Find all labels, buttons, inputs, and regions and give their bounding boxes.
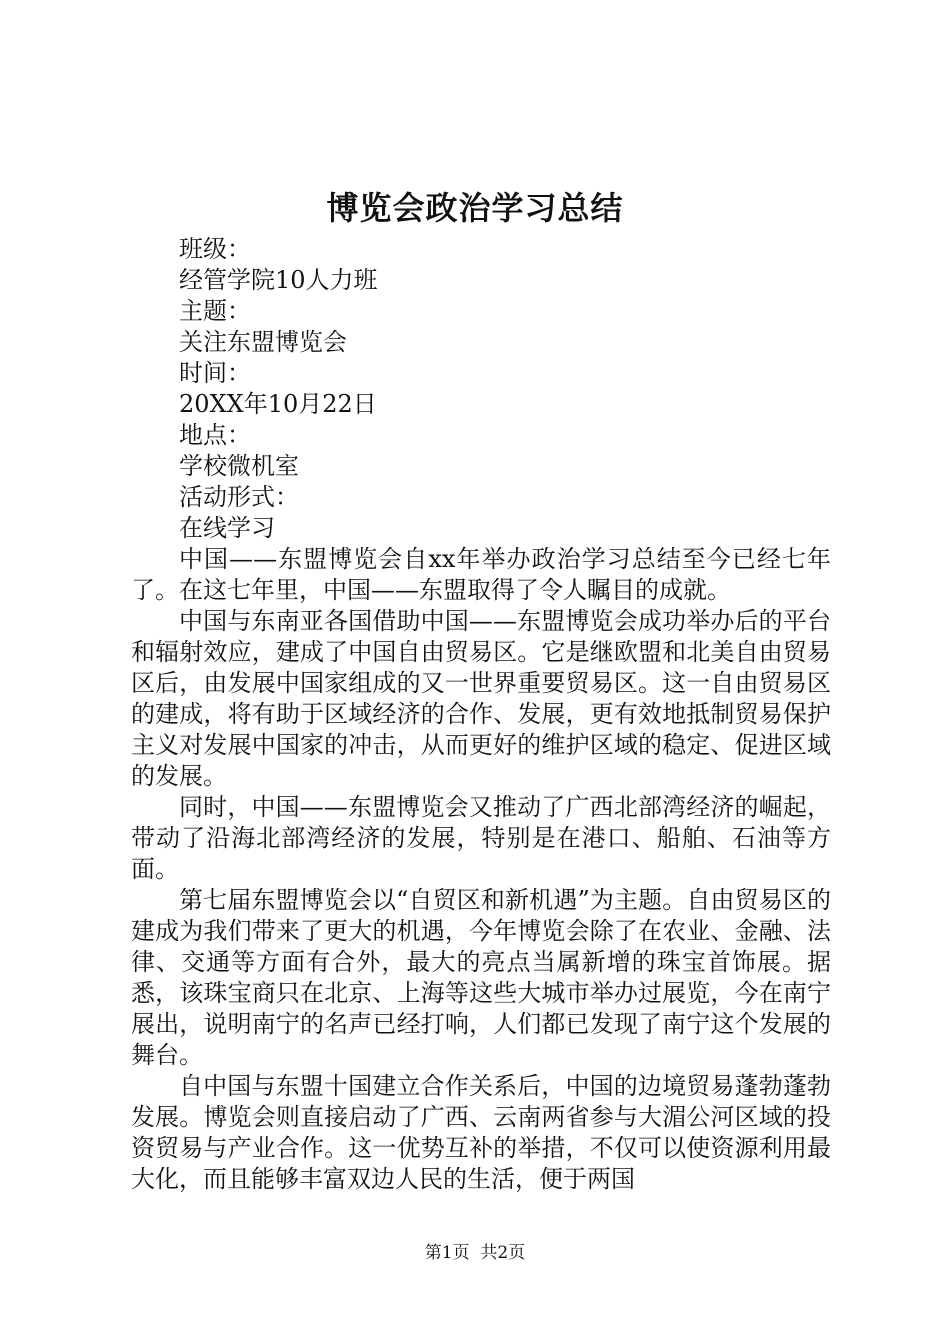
paragraph: 中国——东盟博览会自xx年举办政治学习总结至今已经七年了。在这七年里，中国——东盟取得了令人瞩目的成就。 — [131, 545, 831, 604]
location-value: 学校微机室 — [179, 452, 299, 480]
paragraph: 第七届东盟博览会以“自贸区和新机遇”为主题。自由贸易区的建成为我们带来了更大的机遇，今年博览会除了在农业、金融、法律、交通等方面有合外，最大的亮点当属新增的珠宝首饰展。据悉，该珠宝商只在北京、上海等这些大城市举办过展览，今在南宁展出，说明南宁的名声已经打响，人们都已发现了南宁这个发展的舞台。 — [131, 886, 831, 1069]
class-value: 经管学院10人力班 — [179, 266, 378, 294]
document-body — [131, 234, 831, 1195]
page-footer: 第1页 共2页 — [424, 1243, 526, 1263]
topic-label: 主题： — [179, 297, 251, 325]
paragraph: 中国与东南亚各国借助中国——东盟博览会成功举办后的平台和辐射效应，建成了中国自由贸易区。它是继欧盟和北美自由贸易区后，由发展中国家组成的又一世界重要贸易区。这一自由贸易区的建成，将有助于区域经济的合作、发展，更有效地抵制贸易保护主义对发展中国家的冲击，从而更好的维护区域的稳定、促进区域的发展。 — [131, 607, 831, 790]
topic-value: 关注东盟博览会 — [179, 328, 347, 356]
document-title: 博览会政治学习总结 — [326, 189, 624, 227]
location-label: 地点： — [179, 421, 251, 449]
paragraph: 自中国与东盟十国建立合作关系后，中国的边境贸易蓬勃蓬勃发展。博览会则直接启动了广西、云南两省参与大湄公河区域的投资贸易与产业合作。这一优势互补的举措，不仅可以使资源利用最大化，而且能够丰富双边人民的生活，便于两国 — [131, 1072, 831, 1193]
paragraph: 同时，中国——东盟博览会又推动了广西北部湾经济的崛起，带动了沿海北部湾经济的发展，特别是在港口、船舶、石油等方面。 — [131, 793, 831, 883]
activity-form-value: 在线学习 — [179, 514, 275, 542]
class-label: 班级： — [179, 235, 251, 263]
time-label: 时间： — [179, 359, 251, 387]
activity-form-label: 活动形式： — [179, 483, 299, 511]
time-value: 20XX年10月22日 — [179, 390, 377, 418]
